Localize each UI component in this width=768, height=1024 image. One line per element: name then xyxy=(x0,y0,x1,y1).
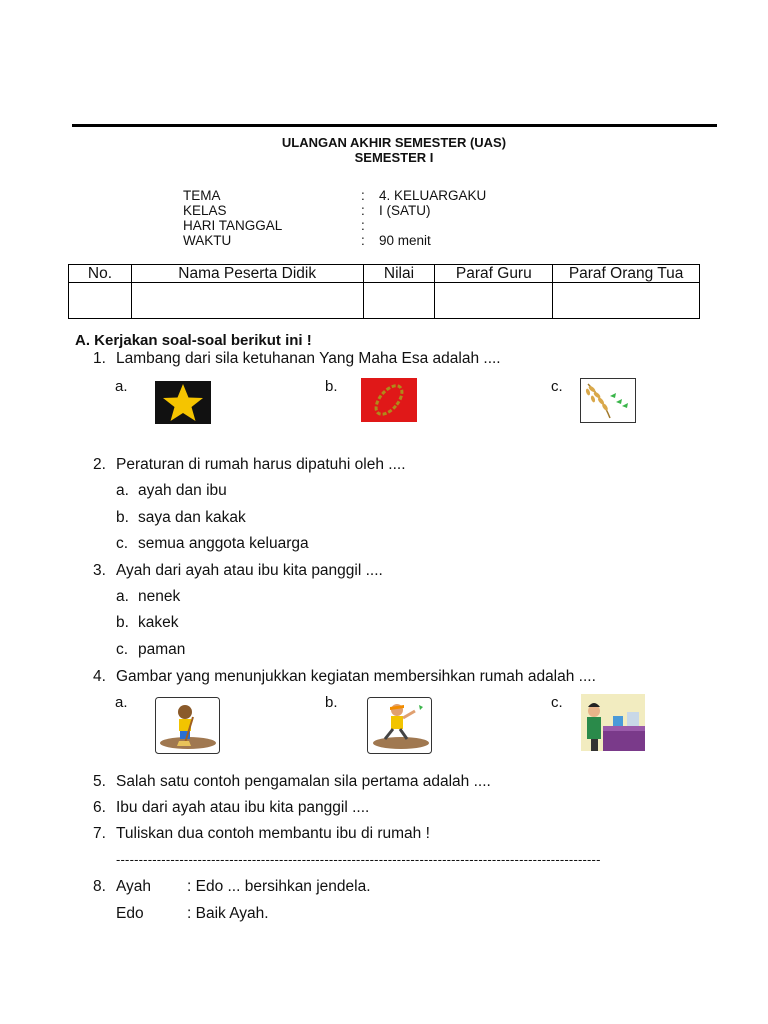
question-number: 5. xyxy=(93,773,106,790)
section-a-title: A. Kerjakan soal-soal berikut ini ! xyxy=(75,332,312,349)
family-kitchen-picture[interactable] xyxy=(581,694,645,751)
question-number: 8. xyxy=(93,878,106,895)
question-number: 6. xyxy=(93,799,106,816)
child-sweeping-picture[interactable] xyxy=(155,697,220,754)
cell-paraf-guru[interactable] xyxy=(435,283,553,319)
meta-separator: : xyxy=(361,188,365,203)
meta-label: TEMA xyxy=(183,188,221,203)
option-text: saya dan kakak xyxy=(138,509,246,526)
rice-cotton-symbol-icon[interactable] xyxy=(580,378,636,423)
meta-label: KELAS xyxy=(183,203,227,218)
option-letter: a. xyxy=(115,378,128,395)
meta-value: I (SATU) xyxy=(379,203,431,218)
top-rule xyxy=(72,124,717,127)
option-letter: c. xyxy=(116,641,129,658)
chain-symbol-icon[interactable] xyxy=(361,378,417,422)
col-header-no: No. xyxy=(69,265,132,283)
option-letter: c. xyxy=(551,378,563,395)
dialog-line: : Edo ... bersihkan jendela. xyxy=(187,878,371,895)
question-text: Tuliskan dua contoh membantu ibu di rumah ! xyxy=(116,825,430,842)
meta-separator: : xyxy=(361,233,365,248)
meta-value: 90 menit xyxy=(379,233,431,248)
question-text: Ibu dari ayah atau ibu kita panggil .... xyxy=(116,799,370,816)
question-number: 7. xyxy=(93,825,106,842)
meta-value: 4. KELUARGAKU xyxy=(379,188,487,203)
option-letter: b. xyxy=(325,694,338,711)
answer-line[interactable]: ----------------------------------------------------------------------------------------------------------- xyxy=(116,852,601,867)
question-number: 2. xyxy=(93,456,106,473)
option-letter: b. xyxy=(116,509,129,526)
table-row xyxy=(69,283,700,319)
dialog-speaker: Ayah xyxy=(116,878,152,895)
meta-separator: : xyxy=(361,203,365,218)
col-header-nilai: Nilai xyxy=(363,265,435,283)
option-text: ayah dan ibu xyxy=(138,482,227,499)
option-letter: a. xyxy=(116,588,129,605)
meta-separator: : xyxy=(361,218,365,233)
student-id-table xyxy=(68,264,700,319)
question-text: Lambang dari sila ketuhanan Yang Maha Esa adalah .... xyxy=(116,350,501,367)
question-text: Salah satu contoh pengamalan sila pertama adalah .... xyxy=(116,773,491,790)
question-number: 3. xyxy=(93,562,106,579)
star-symbol-icon[interactable] xyxy=(155,381,211,424)
question-text: Peraturan di rumah harus dipatuhi oleh .... xyxy=(116,456,406,473)
option-letter: c. xyxy=(116,535,129,552)
option-text: kakek xyxy=(138,614,179,631)
exam-semester: SEMESTER I xyxy=(354,150,434,165)
option-letter: a. xyxy=(116,482,129,499)
cell-nama[interactable] xyxy=(131,283,363,319)
col-header-paraf-ortu: Paraf Orang Tua xyxy=(553,265,700,283)
exam-title: ULANGAN AKHIR SEMESTER (UAS) xyxy=(281,135,507,150)
meta-label: WAKTU xyxy=(183,233,232,248)
dialog-line: : Baik Ayah. xyxy=(187,905,269,922)
child-playing-picture[interactable] xyxy=(367,697,432,754)
meta-label: HARI TANGGAL xyxy=(183,218,283,233)
option-text: nenek xyxy=(138,588,181,605)
cell-nilai[interactable] xyxy=(363,283,435,319)
cell-paraf-ortu[interactable] xyxy=(553,283,700,319)
question-text: Ayah dari ayah atau ibu kita panggil .... xyxy=(116,562,383,579)
option-text: semua anggota keluarga xyxy=(138,535,309,552)
option-letter: b. xyxy=(116,614,129,631)
col-header-paraf-guru: Paraf Guru xyxy=(435,265,553,283)
question-text: Gambar yang menunjukkan kegiatan membersihkan rumah adalah .... xyxy=(116,668,596,685)
option-text: paman xyxy=(138,641,186,658)
option-letter: c. xyxy=(551,694,563,711)
option-letter: b. xyxy=(325,378,338,395)
cell-no[interactable] xyxy=(69,283,132,319)
option-letter: a. xyxy=(115,694,128,711)
question-number: 4. xyxy=(93,668,106,685)
question-number: 1. xyxy=(93,350,106,367)
col-header-nama: Nama Peserta Didik xyxy=(131,265,363,283)
table-header-row xyxy=(69,265,700,283)
dialog-speaker: Edo xyxy=(116,905,144,922)
